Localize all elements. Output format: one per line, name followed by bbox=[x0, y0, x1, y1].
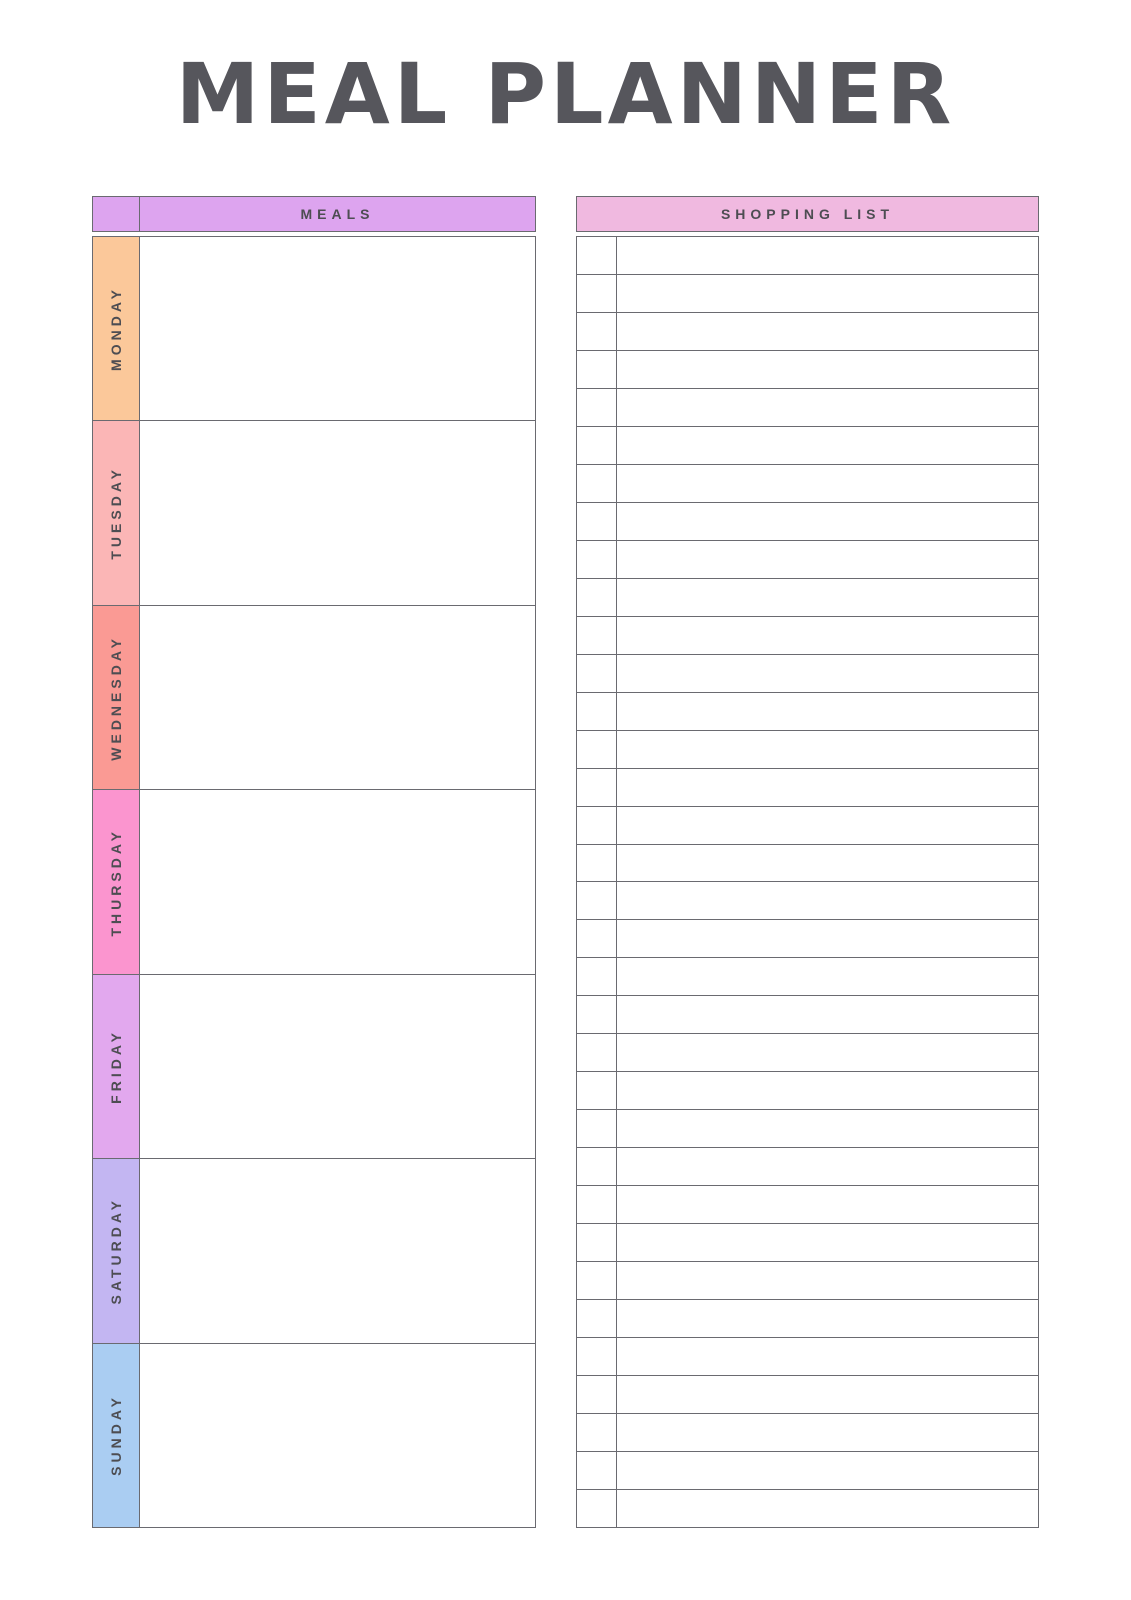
day-row bbox=[92, 236, 536, 421]
day-rows bbox=[92, 236, 536, 1528]
shopping-item-field[interactable] bbox=[617, 996, 1038, 1033]
shopping-item-field[interactable] bbox=[617, 769, 1038, 806]
checkbox-cell[interactable] bbox=[577, 237, 617, 274]
shopping-item-field[interactable] bbox=[617, 1338, 1038, 1375]
shopping-list-row bbox=[577, 351, 1038, 389]
shopping-list-row bbox=[577, 996, 1038, 1034]
shopping-item-field[interactable] bbox=[617, 1262, 1038, 1299]
shopping-item-field[interactable] bbox=[617, 389, 1038, 426]
checkbox-cell[interactable] bbox=[577, 807, 617, 844]
day-row bbox=[92, 789, 536, 974]
shopping-item-field[interactable] bbox=[617, 503, 1038, 540]
checkbox-cell[interactable] bbox=[577, 1072, 617, 1109]
shopping-list-row bbox=[577, 1490, 1038, 1527]
shopping-list-row bbox=[577, 1414, 1038, 1452]
meal-entry-field-monday[interactable] bbox=[140, 236, 536, 421]
meal-entry-field-saturday[interactable] bbox=[140, 1158, 536, 1343]
checkbox-cell[interactable] bbox=[577, 1110, 617, 1147]
day-label-text: SATURDAY bbox=[108, 1197, 124, 1305]
day-label-monday bbox=[92, 236, 140, 421]
checkbox-cell[interactable] bbox=[577, 313, 617, 350]
checkbox-cell[interactable] bbox=[577, 1262, 617, 1299]
shopping-list-header: SHOPPING LIST bbox=[576, 196, 1039, 232]
day-row bbox=[92, 1158, 536, 1343]
checkbox-cell[interactable] bbox=[577, 351, 617, 388]
day-label-text: FRIDAY bbox=[108, 1028, 124, 1104]
shopping-list-row bbox=[577, 1452, 1038, 1490]
shopping-item-field[interactable] bbox=[617, 1034, 1038, 1071]
day-label-text: THURSDAY bbox=[108, 827, 124, 937]
day-row bbox=[92, 974, 536, 1159]
shopping-item-field[interactable] bbox=[617, 237, 1038, 274]
checkbox-cell[interactable] bbox=[577, 1452, 617, 1489]
day-label-text: SUNDAY bbox=[108, 1394, 124, 1477]
checkbox-cell[interactable] bbox=[577, 1300, 617, 1337]
shopping-list-row bbox=[577, 731, 1038, 769]
shopping-list-row bbox=[577, 313, 1038, 351]
checkbox-cell[interactable] bbox=[577, 389, 617, 426]
meal-entry-field-wednesday[interactable] bbox=[140, 605, 536, 790]
checkbox-cell[interactable] bbox=[577, 541, 617, 578]
shopping-list-row bbox=[577, 1300, 1038, 1338]
checkbox-cell[interactable] bbox=[577, 1414, 617, 1451]
shopping-list-row bbox=[577, 920, 1038, 958]
shopping-item-field[interactable] bbox=[617, 617, 1038, 654]
checkbox-cell[interactable] bbox=[577, 1338, 617, 1375]
checkbox-cell[interactable] bbox=[577, 882, 617, 919]
shopping-list-row bbox=[577, 427, 1038, 465]
shopping-item-field[interactable] bbox=[617, 1490, 1038, 1527]
shopping-list-row bbox=[577, 882, 1038, 920]
shopping-item-field[interactable] bbox=[617, 1452, 1038, 1489]
shopping-item-field[interactable] bbox=[617, 845, 1038, 882]
shopping-list-row bbox=[577, 807, 1038, 845]
shopping-item-field[interactable] bbox=[617, 1110, 1038, 1147]
checkbox-cell[interactable] bbox=[577, 1034, 617, 1071]
shopping-item-field[interactable] bbox=[617, 882, 1038, 919]
shopping-list-row bbox=[577, 845, 1038, 883]
day-row bbox=[92, 420, 536, 605]
shopping-list-row bbox=[577, 1224, 1038, 1262]
shopping-list-row bbox=[577, 769, 1038, 807]
shopping-item-field[interactable] bbox=[617, 1186, 1038, 1223]
shopping-list-row bbox=[577, 389, 1038, 427]
shopping-item-field[interactable] bbox=[617, 275, 1038, 312]
shopping-list-row bbox=[577, 503, 1038, 541]
shopping-item-field[interactable] bbox=[617, 693, 1038, 730]
checkbox-cell[interactable] bbox=[577, 503, 617, 540]
shopping-list-row bbox=[577, 541, 1038, 579]
checkbox-cell[interactable] bbox=[577, 1224, 617, 1261]
shopping-item-field[interactable] bbox=[617, 313, 1038, 350]
shopping-item-field[interactable] bbox=[617, 579, 1038, 616]
shopping-list-row bbox=[577, 1148, 1038, 1186]
checkbox-cell[interactable] bbox=[577, 1376, 617, 1413]
checkbox-cell[interactable] bbox=[577, 465, 617, 502]
checkbox-cell[interactable] bbox=[577, 617, 617, 654]
shopping-list-row bbox=[577, 1072, 1038, 1110]
shopping-item-field[interactable] bbox=[617, 1148, 1038, 1185]
meal-entry-field-friday[interactable] bbox=[140, 974, 536, 1159]
checkbox-cell[interactable] bbox=[577, 769, 617, 806]
shopping-item-field[interactable] bbox=[617, 1414, 1038, 1451]
meal-entry-field-thursday[interactable] bbox=[140, 789, 536, 974]
meal-entry-field-tuesday[interactable] bbox=[140, 420, 536, 605]
shopping-list-row bbox=[577, 237, 1038, 275]
day-label-text: TUESDAY bbox=[108, 466, 124, 560]
day-row bbox=[92, 605, 536, 790]
shopping-list-row bbox=[577, 1376, 1038, 1414]
checkbox-cell[interactable] bbox=[577, 693, 617, 730]
planner-content bbox=[92, 196, 1039, 1528]
shopping-list-panel bbox=[576, 196, 1039, 1528]
day-label-friday bbox=[92, 974, 140, 1159]
day-label-sunday bbox=[92, 1343, 140, 1528]
checkbox-cell[interactable] bbox=[577, 427, 617, 464]
checkbox-cell[interactable] bbox=[577, 996, 617, 1033]
shopping-item-field[interactable] bbox=[617, 465, 1038, 502]
meals-header-label: MEALS bbox=[140, 196, 536, 232]
shopping-list-row bbox=[577, 693, 1038, 731]
day-label-saturday bbox=[92, 1158, 140, 1343]
shopping-list-row bbox=[577, 1110, 1038, 1148]
shopping-item-field[interactable] bbox=[617, 655, 1038, 692]
day-label-text: WEDNESDAY bbox=[108, 634, 124, 761]
shopping-list-row bbox=[577, 1338, 1038, 1376]
checkbox-cell[interactable] bbox=[577, 579, 617, 616]
checkbox-cell[interactable] bbox=[577, 1186, 617, 1223]
checkbox-cell[interactable] bbox=[577, 1148, 617, 1185]
checkbox-cell[interactable] bbox=[577, 655, 617, 692]
shopping-item-field[interactable] bbox=[617, 427, 1038, 464]
shopping-item-field[interactable] bbox=[617, 807, 1038, 844]
shopping-list-row bbox=[577, 1186, 1038, 1224]
shopping-item-field[interactable] bbox=[617, 920, 1038, 957]
shopping-item-field[interactable] bbox=[617, 731, 1038, 768]
shopping-item-field[interactable] bbox=[617, 541, 1038, 578]
checkbox-cell[interactable] bbox=[577, 275, 617, 312]
day-row bbox=[92, 1343, 536, 1528]
meals-header-row bbox=[92, 196, 536, 232]
checkbox-cell[interactable] bbox=[577, 731, 617, 768]
shopping-list-row bbox=[577, 617, 1038, 655]
checkbox-cell[interactable] bbox=[577, 1490, 617, 1527]
shopping-list-row bbox=[577, 465, 1038, 503]
day-label-tuesday bbox=[92, 420, 140, 605]
shopping-list-row bbox=[577, 655, 1038, 693]
shopping-list-row bbox=[577, 1034, 1038, 1072]
shopping-item-field[interactable] bbox=[617, 1224, 1038, 1261]
shopping-list-row bbox=[577, 1262, 1038, 1300]
shopping-item-field[interactable] bbox=[617, 1072, 1038, 1109]
checkbox-cell[interactable] bbox=[577, 920, 617, 957]
page-title: MEAL PLANNER bbox=[175, 45, 956, 143]
checkbox-cell[interactable] bbox=[577, 958, 617, 995]
shopping-item-field[interactable] bbox=[617, 1376, 1038, 1413]
day-label-thursday bbox=[92, 789, 140, 974]
meals-header-corner bbox=[92, 196, 140, 232]
shopping-list-row bbox=[577, 958, 1038, 996]
shopping-list-row bbox=[577, 579, 1038, 617]
shopping-list-row bbox=[577, 275, 1038, 313]
shopping-item-field[interactable] bbox=[617, 351, 1038, 388]
shopping-list-rows bbox=[576, 236, 1039, 1528]
meals-panel bbox=[92, 196, 536, 1528]
shopping-item-field[interactable] bbox=[617, 1300, 1038, 1337]
shopping-item-field[interactable] bbox=[617, 958, 1038, 995]
day-label-text: MONDAY bbox=[108, 286, 124, 372]
meal-entry-field-sunday[interactable] bbox=[140, 1343, 536, 1528]
checkbox-cell[interactable] bbox=[577, 845, 617, 882]
day-label-wednesday bbox=[92, 605, 140, 790]
